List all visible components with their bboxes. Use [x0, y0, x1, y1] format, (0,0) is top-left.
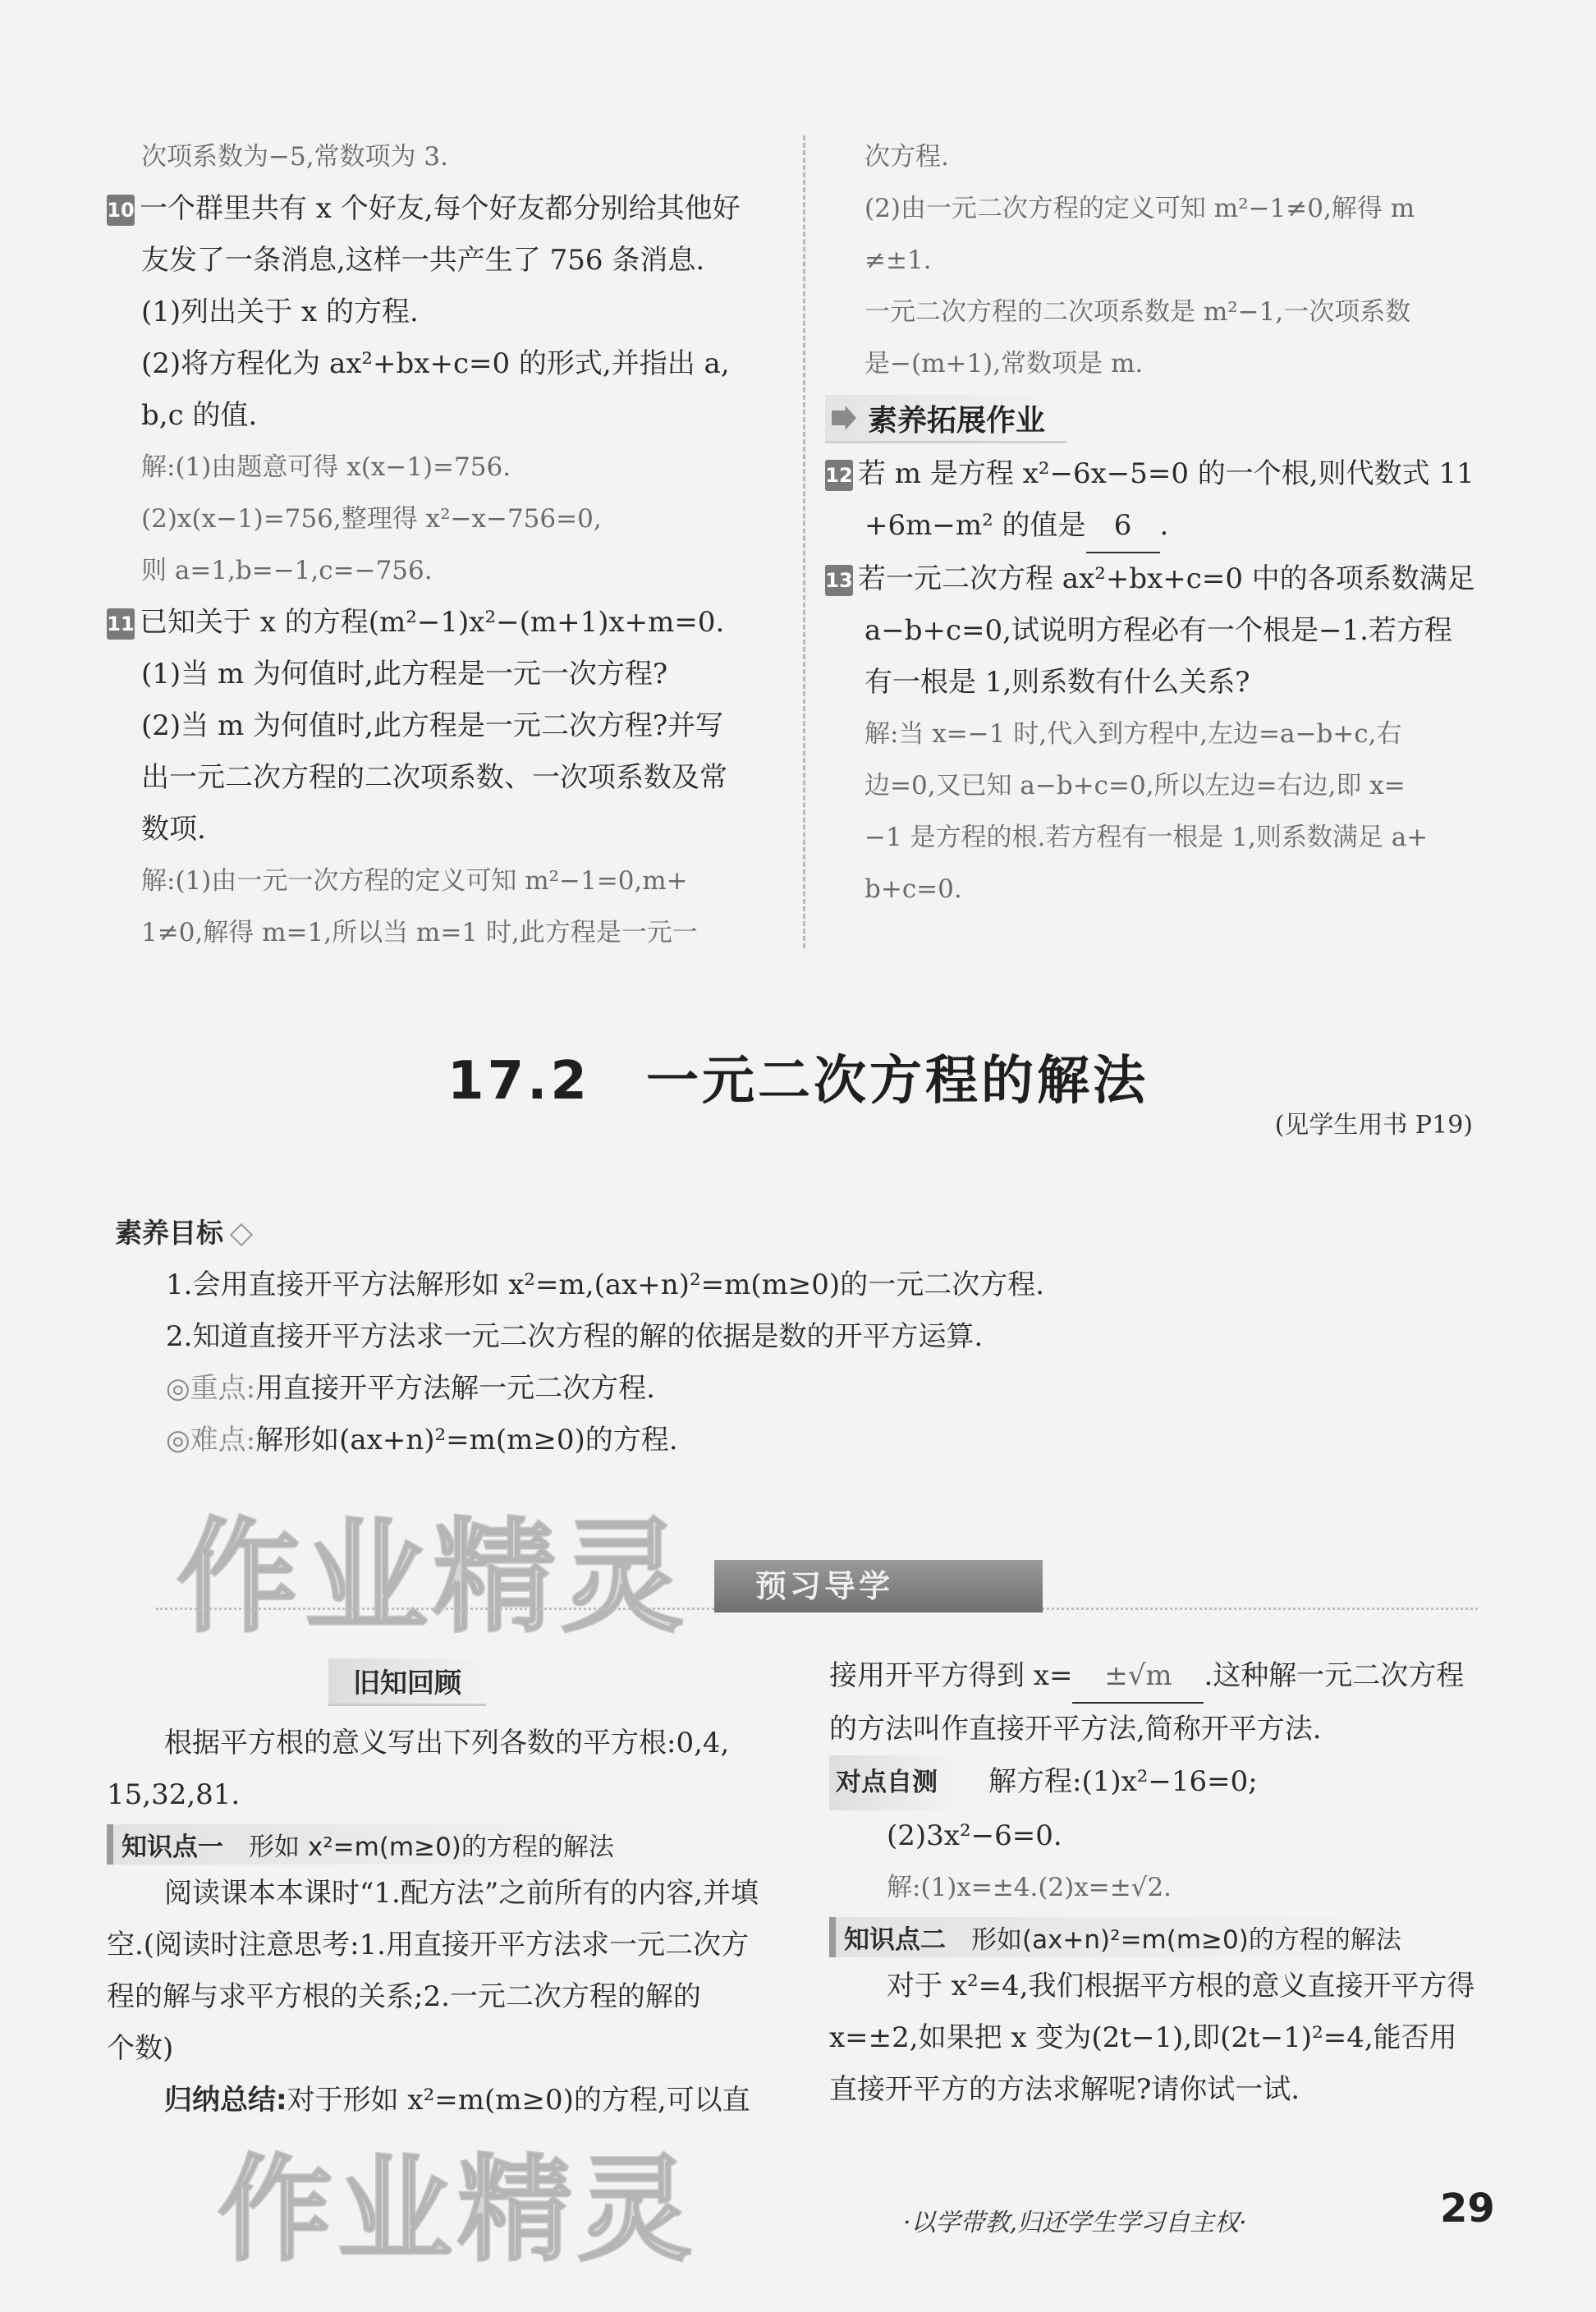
watermark-top: 作业精灵 [177, 1507, 690, 1649]
kp1-header-wrap [107, 1824, 788, 1865]
question-11-answer-2: 1≠0,解得 m=1,所以当 m=1 时,此方程是一元一 [141, 918, 698, 947]
question-11-line-4: 出一元二次方程的二次项系数、一次项系数及常 [141, 761, 727, 794]
diamond-icon [230, 1223, 253, 1246]
question-11-line-1: 11 已知关于 x 的方程(m²−1)x²−(m+1)x+m=0. [107, 606, 725, 639]
footer-slogan: ·以学带教,归还学生学习自主权· [903, 2209, 1247, 2237]
question-number-11: 11 [107, 608, 135, 640]
arrow-right-icon [832, 406, 856, 430]
question-11-line-5: 数项. [141, 813, 206, 846]
preview-banner-label: 预习导学 [714, 1560, 1043, 1612]
kp2-header-wrap [829, 1917, 1511, 1957]
difficult-point: ◎难点:解形如(ax+n)²=m(m≥0)的方程. [166, 1424, 678, 1456]
q11-continued-4: 一元二次方程的二次项系数是 m²−1,一次项系数 [864, 297, 1411, 327]
top-left-column [107, 131, 788, 959]
preview-banner [156, 1552, 1478, 1609]
question-10-answer-2: (2)x(x−1)=756,整理得 x²−x−756=0, [141, 504, 602, 534]
chapter-title: 17.2 一元二次方程的解法 [447, 1051, 1149, 1112]
question-10-line-4: (2)将方程化为 ax²+bx+c=0 的形式,并指出 a, [141, 347, 730, 380]
summary-line: 归纳总结:对于形如 x²=m(m≥0)的方程,可以直 [164, 2084, 750, 2117]
knowledge-point-1-header: 知识点一 形如 x²=m(m≥0)的方程的解法 [107, 1824, 624, 1865]
key-point: ◎重点:用直接开平方法解一元二次方程. [166, 1372, 655, 1405]
student-book-reference: (见学生用书 P19) [1274, 1111, 1473, 1140]
column-divider [803, 135, 805, 948]
kp2-line-3: 直接开平方的方法求解呢?请你试一试. [829, 2073, 1300, 2106]
review-header-wrap [107, 1658, 788, 1706]
question-number-13: 13 [825, 565, 853, 596]
kp1-line-1: 阅读课本本课时“1.配方法”之前所有的内容,并填 [164, 1877, 759, 1910]
carryover-answer: 次项系数为−5,常数项为 3. [141, 142, 448, 172]
self-test-label: 对点自测 [829, 1755, 959, 1810]
question-13-line-1: 13 若一元二次方程 ax²+bx+c=0 中的各项系数满足 [825, 562, 1475, 595]
kp1-fill-line-1: 接用开平方得到 x= ±√m .这种解一元二次方程 [829, 1650, 1511, 1704]
question-12-line-1: 12 若 m 是方程 x²−6x−5=0 的一个根,则代数式 11 [825, 457, 1474, 490]
q11-continued-5: 是−(m+1),常数项是 m. [864, 349, 1144, 378]
question-13-answer-1: 解:当 x=−1 时,代入到方程中,左边=a−b+c,右 [864, 719, 1402, 749]
question-10 [107, 183, 788, 597]
question-13 [825, 553, 1507, 915]
kp1-line-3: 程的解与求平方根的关系;2.一元二次方程的解的 [107, 1980, 701, 2013]
question-13-line-2: a−b+c=0,试说明方程必有一个根是−1.若方程 [864, 614, 1452, 647]
top-right-column [825, 131, 1507, 915]
question-10-line-5: b,c 的值. [141, 399, 258, 432]
question-10-line-2: 友发了一条消息,这样一共产生了 756 条消息. [141, 244, 705, 277]
page-number: 29 [1440, 2186, 1495, 2232]
question-13-line-3: 有一根是 1,则系数有什么关系? [864, 666, 1250, 699]
question-10-answer-3: 则 a=1,b=−1,c=−756. [141, 556, 433, 585]
kp2-line-1: 对于 x²=4,我们根据平方根的意义直接开平方得 [887, 1970, 1475, 2002]
kp1-line-4: 个数) [107, 2032, 174, 2065]
question-number-12: 12 [825, 460, 853, 491]
watermark-bottom: 作业精灵 [218, 2144, 698, 2278]
section-header-extension: 素养拓展作业 [825, 395, 1066, 443]
question-10-answer-1: 解:(1)由题意可得 x(x−1)=756. [141, 452, 511, 482]
goal-item-2: 2.知道直接开平方法求一元二次方程的解的依据是数的开平方运算. [166, 1320, 984, 1353]
bottom-left-column [107, 1658, 788, 2126]
question-12 [825, 448, 1507, 553]
review-header: 旧知回顾 [328, 1658, 486, 1706]
self-test-answer: 解:(1)x=±4.(2)x=±√2. [887, 1873, 1172, 1902]
review-line-2: 15,32,81. [107, 1778, 241, 1811]
kp1-fill-line-2: 的方法叫作直接开平方法,简称开平方法. [829, 1713, 1322, 1745]
self-test-q2: (2)3x²−6=0. [887, 1819, 1062, 1852]
knowledge-point-2-header: 知识点二 形如(ax+n)²=m(m≥0)的方程的解法 [829, 1917, 1411, 1957]
goal-item-1: 1.会用直接开平方法解形如 x²=m,(ax+n)²=m(m≥0)的一元二次方程. [166, 1268, 1045, 1301]
question-11 [107, 597, 788, 959]
q11-continued-3: ≠±1. [864, 245, 932, 275]
answer-blank-12: 6 [1086, 500, 1160, 553]
question-11-line-3: (2)当 m 为何值时,此方程是一元二次方程?并写 [141, 709, 724, 742]
q11-continued-2: (2)由一元二次方程的定义可知 m²−1≠0,解得 m [864, 194, 1415, 223]
question-12-line-2: +6m−m² 的值是 6 . [825, 500, 1507, 553]
question-13-answer-4: b+c=0. [864, 874, 962, 904]
review-line-1: 根据平方根的意义写出下列各数的平方根:0,4, [164, 1727, 730, 1759]
learning-goals [115, 1207, 1511, 1466]
kp1-line-2: 空.(阅读时注意思考:1.用直接开平方法求一元二次方 [107, 1929, 749, 1961]
kp2-line-2: x=±2,如果把 x 变为(2t−1),即(2t−1)²=4,能否用 [829, 2021, 1457, 2054]
section-header-wrap [825, 395, 1507, 443]
question-10-line-3: (1)列出关于 x 的方程. [141, 296, 419, 328]
goals-heading-row [115, 1207, 1511, 1259]
goals-heading: 素养目标 [115, 1217, 223, 1249]
question-13-answer-3: −1 是方程的根.若方程有一根是 1,则系数满足 a+ [864, 823, 1429, 852]
question-11-answer-1: 解:(1)由一元一次方程的定义可知 m²−1=0,m+ [141, 866, 688, 896]
q11-continued-1: 次方程. [864, 142, 949, 172]
question-13-answer-2: 边=0,又已知 a−b+c=0,所以左边=右边,即 x= [864, 771, 1406, 800]
question-11-line-2: (1)当 m 为何值时,此方程是一元一次方程? [141, 658, 668, 690]
question-number-10: 10 [107, 195, 135, 226]
answer-blank-sqrt-m: ±√m [1072, 1650, 1204, 1704]
self-test-row: 对点自测 解方程:(1)x²−16=0; [829, 1755, 1511, 1810]
question-10-line-1: 10 一个群里共有 x 个好友,每个好友都分别给其他好 [107, 192, 741, 225]
bottom-right-column [829, 1650, 1511, 2116]
